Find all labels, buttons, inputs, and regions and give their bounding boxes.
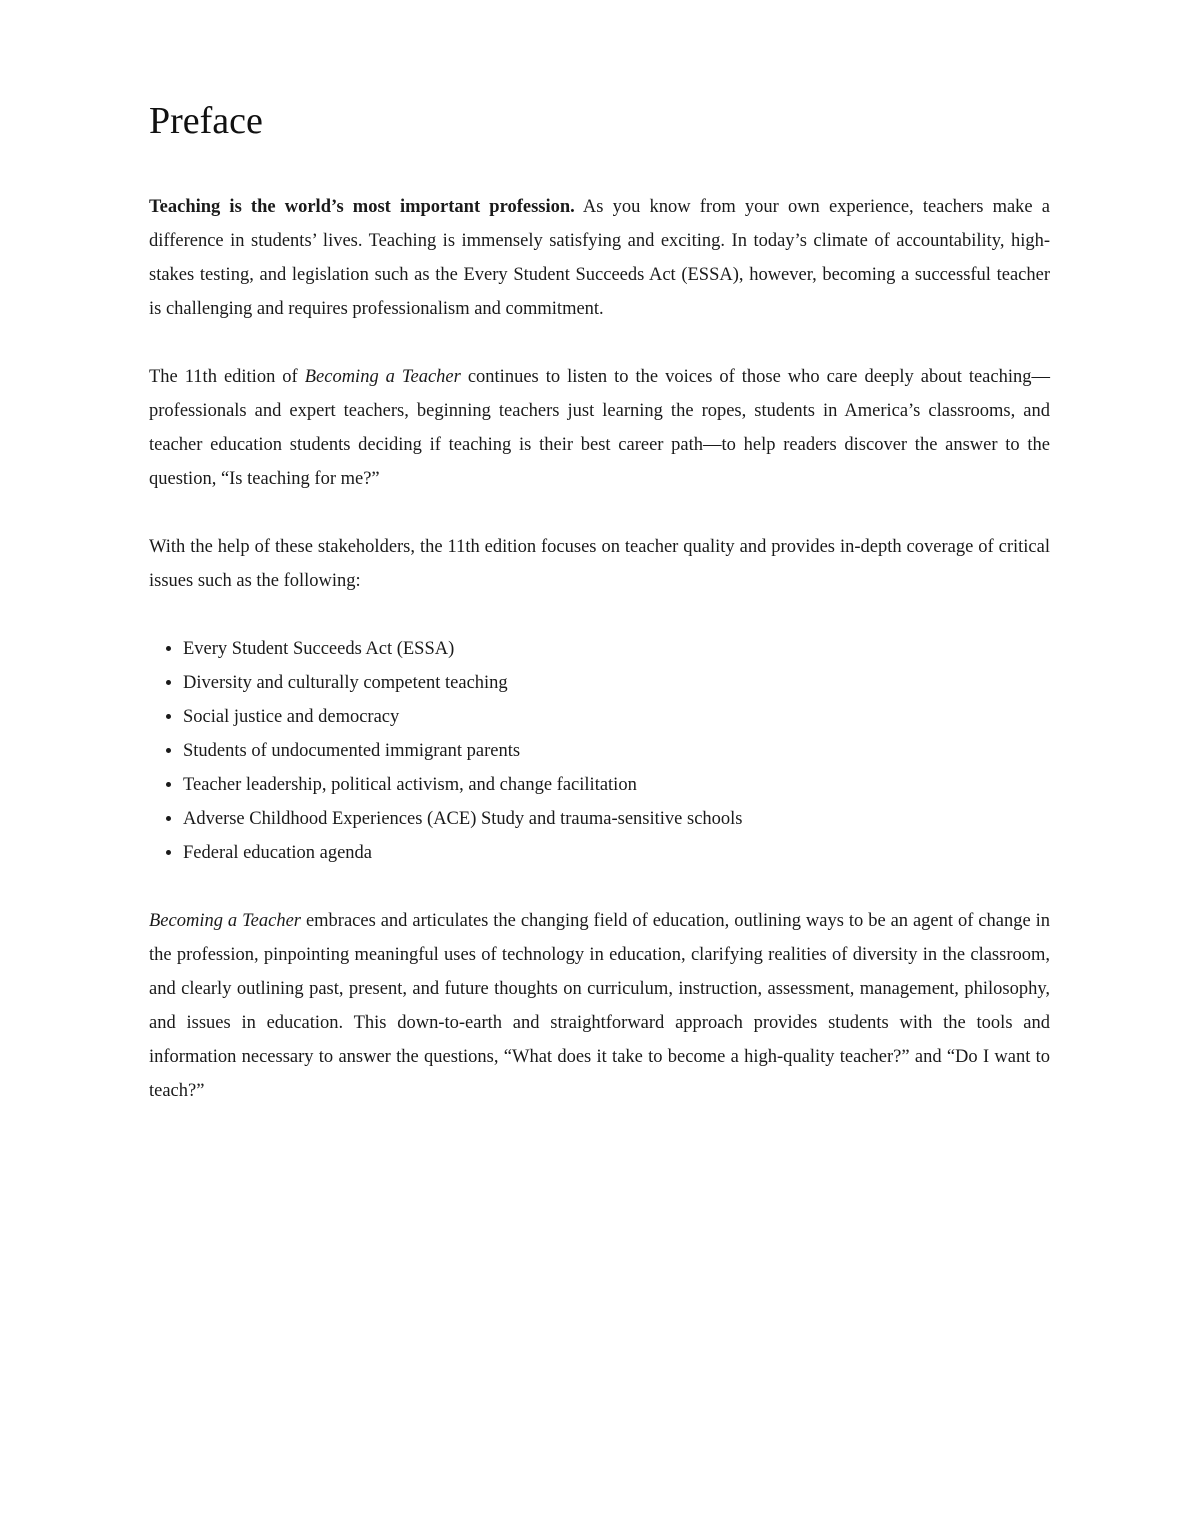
paragraph-text: As you know from your own experience, teachers make a difference in students’ lives. Teaching is immensely satisfying and exciting. In today’s climate of accountability, high-stakes testing, and legislation such as the Every Student Succeeds Act (ESSA), however, becoming a successful teacher is challenging and requires professionalism and commitment. <box>149 197 1050 319</box>
paragraph-edition <box>149 360 1050 496</box>
paragraph-text: The 11th edition of <box>149 367 305 387</box>
list-item: • Students of undocumented immigrant parents <box>183 734 1050 768</box>
list-item: • Diversity and culturally competent teaching <box>183 666 1050 700</box>
list-item: • Every Student Succeeds Act (ESSA) <box>183 632 1050 666</box>
paragraph-summary <box>149 904 1050 1108</box>
paragraph-text: embraces and articulates the changing field of education, outlining ways to be an agent of change in the profession, pinpointing meaningful uses of technology in education, clarifying realities of diversity in the classroom, and clearly outlining past, present, and future thoughts on curriculum, instruction, assessment, management, philosophy, and issues in education. This down-to-earth and straightforward approach provides students with the tools and information necessary to answer the questions, “What does it take to become a high-quality teacher?” and “Do I want to teach?” <box>149 911 1050 1101</box>
page-title: Preface <box>149 100 263 142</box>
paragraph-text: continues to listen to the voices of those who care deeply about teaching—professionals and expert teachers, beginning teachers just learning the ropes, students in America’s classrooms, and teacher education students deciding if teaching is their best career path—to help readers discover the answer to the question, “Is teaching for me?” <box>149 367 1050 489</box>
paragraph-intro <box>149 190 1050 326</box>
issues-list <box>149 632 1050 870</box>
list-item: • Social justice and democracy <box>183 700 1050 734</box>
book-title: Becoming a Teacher <box>304 367 461 387</box>
book-title: Becoming a Teacher <box>149 911 302 931</box>
lead-sentence: Teaching is the world’s most important profession. <box>149 197 575 217</box>
list-item: • Adverse Childhood Experiences (ACE) Study and trauma-sensitive schools <box>183 802 1050 836</box>
document-page <box>149 96 1050 1142</box>
list-item: • Federal education agenda <box>183 836 1050 870</box>
list-item: • Teacher leadership, political activism, and change facilitation <box>183 768 1050 802</box>
paragraph-stakeholders: With the help of these stakeholders, the 11th edition focuses on teacher quality and provides in-depth coverage of critical issues such as the following: <box>149 537 1050 591</box>
